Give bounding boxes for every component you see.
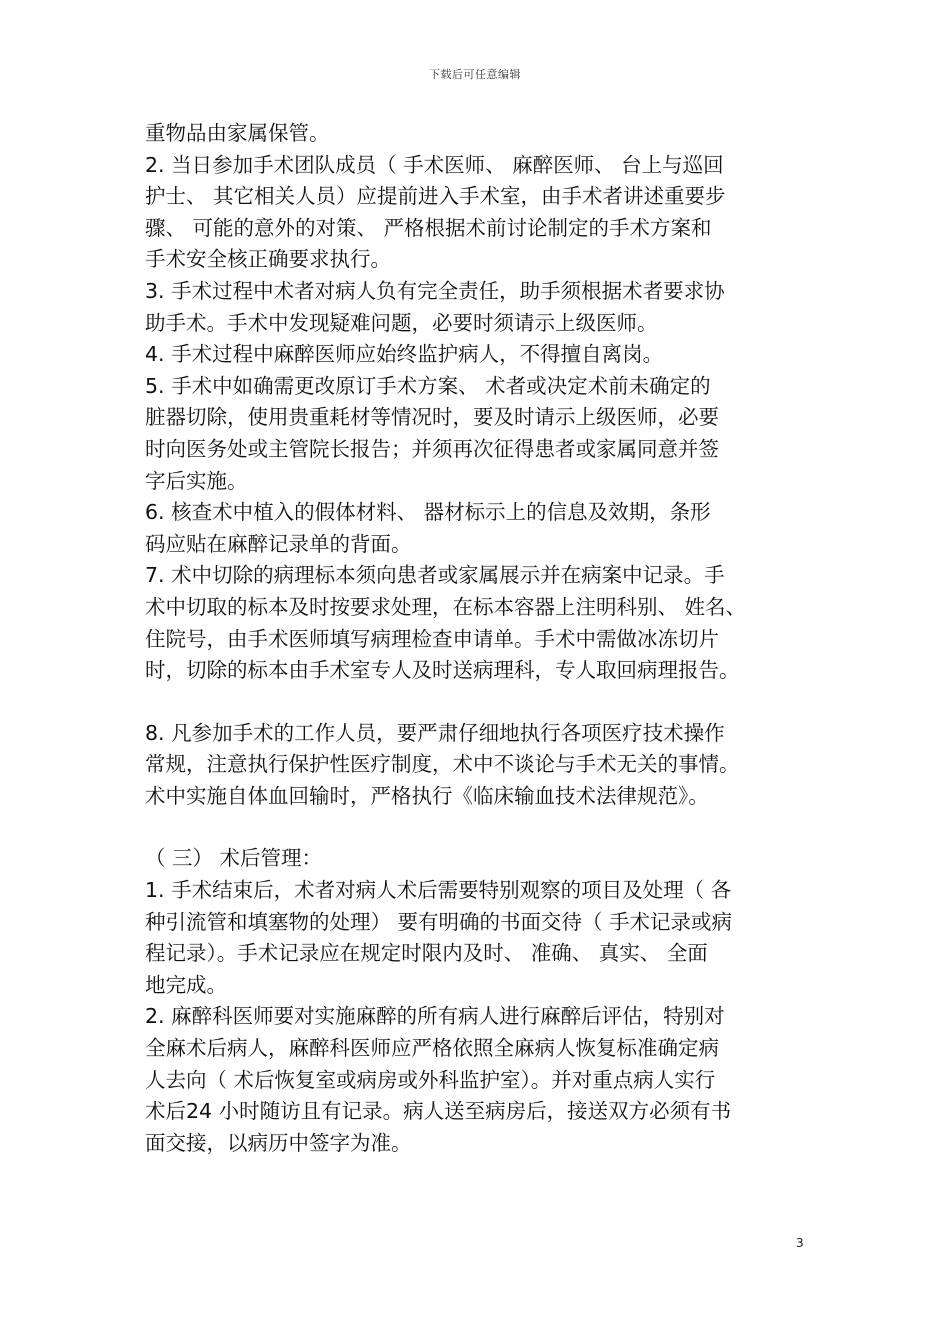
paragraph-item-4: [145, 339, 815, 371]
text-line: 5. 手术中如确需更改原订手术方案、 术者或决定术前未确定的: [145, 373, 711, 398]
text-line: 住院号，由手术医师填写病理检查申请单。手术中需做冰冻切片: [145, 626, 719, 651]
text-line: 术中切取的标本及时按要求处理，在标本容器上注明科别、 姓名、: [145, 594, 747, 619]
text-line: 2. 麻醉科医师要对实施麻醉的所有病人进行麻醉后评估，特别对: [145, 1004, 725, 1029]
text-line: 术后24 小时随访且有记录。病人送至病房后，接送双方必须有书: [145, 1099, 732, 1124]
text-line: 3. 手术过程中术者对病人负有完全责任，助手须根据术者要求协: [145, 278, 725, 303]
text-line: 手术安全核正确要求执行。: [145, 247, 391, 272]
paragraph-item-8: [145, 718, 815, 813]
paragraph-post-1: [145, 875, 815, 1001]
text-line: 8. 凡参加手术的工作人员，要严肃仔细地执行各项医疗技术操作: [145, 720, 725, 745]
text-line: 程记录）。手术记录应在规定时限内及时、 准确、 真实、 全面: [145, 941, 708, 966]
text-line: 全麻术后病人，麻醉科医师应严格依照全麻病人恢复标准确定病: [145, 1036, 719, 1061]
text-line: 助手术。手术中发现疑难问题，必要时须请示上级医师。: [145, 310, 658, 335]
page-header: 下载后可任意编辑: [429, 68, 521, 81]
text-line: 地完成。: [145, 972, 227, 997]
section-heading: [145, 843, 815, 875]
paragraph-item-2: [145, 150, 815, 276]
text-line: 常规，注意执行保护性医疗制度，术中不谈论与手术无关的事情。: [145, 752, 740, 777]
text-line: 1. 手术结束后，术者对病人术后需要特别观察的项目及处理（ 各: [145, 878, 732, 903]
text-line: 6. 核查术中植入的假体材料、 器材标示上的信息及效期，条形: [145, 500, 711, 525]
blank-line: [145, 687, 815, 718]
text-line: 脏器切除，使用贵重耗材等情况时，要及时请示上级医师，必要: [145, 405, 719, 430]
document-body: [145, 118, 815, 1159]
text-line: 骤、 可能的意外的对策、 严格根据术前讨论制定的手术方案和: [145, 215, 712, 240]
text-line: 重物品由家属保管。: [145, 121, 330, 145]
paragraph-item-7: [145, 560, 815, 686]
text-line: 时，切除的标本由手术室专人及时送病理科，专人取回病理报告。: [145, 658, 740, 683]
text-line: 2. 当日参加手术团队成员（ 手术医师、 麻醉医师、 台上与巡回: [145, 152, 724, 177]
text-line: 码应贴在麻醉记录单的背面。: [145, 531, 412, 556]
page-number: 3: [796, 1236, 804, 1250]
text-line: 字后实施。: [145, 468, 248, 493]
text-line: 护士、 其它相关人员）应提前进入手术室，由手术者讲述重要步: [145, 184, 726, 209]
blank-line: [145, 812, 815, 843]
text-line: 时向医务处或主管院长报告；并须再次征得患者或家属同意并签: [145, 436, 719, 461]
paragraph-post-2: [145, 1001, 815, 1159]
text-line: 术中实施自体血回输时，严格执行《临床输血技术法律规范》。: [145, 783, 709, 808]
paragraph-item-5: [145, 371, 815, 497]
text-line: 人去向（ 术后恢复室或病房或外科监护室）。并对重点病人实行: [145, 1067, 716, 1092]
paragraph-item-3: [145, 276, 815, 339]
text-line: 面交接，以病历中签字为准。: [145, 1130, 412, 1155]
paragraph-0: [145, 118, 815, 150]
text-line: 4. 手术过程中麻醉医师应始终监护病人，不得擅自离岗。: [145, 342, 664, 367]
text-line: 7. 术中切除的病理标本须向患者或家属展示并在病案中记录。手: [145, 563, 725, 588]
paragraph-item-6: [145, 497, 815, 560]
section-title: （ 三） 术后管理：: [145, 846, 323, 871]
text-line: 种引流管和填塞物的处理） 要有明确的书面交待（ 手术记录或病: [145, 909, 733, 934]
